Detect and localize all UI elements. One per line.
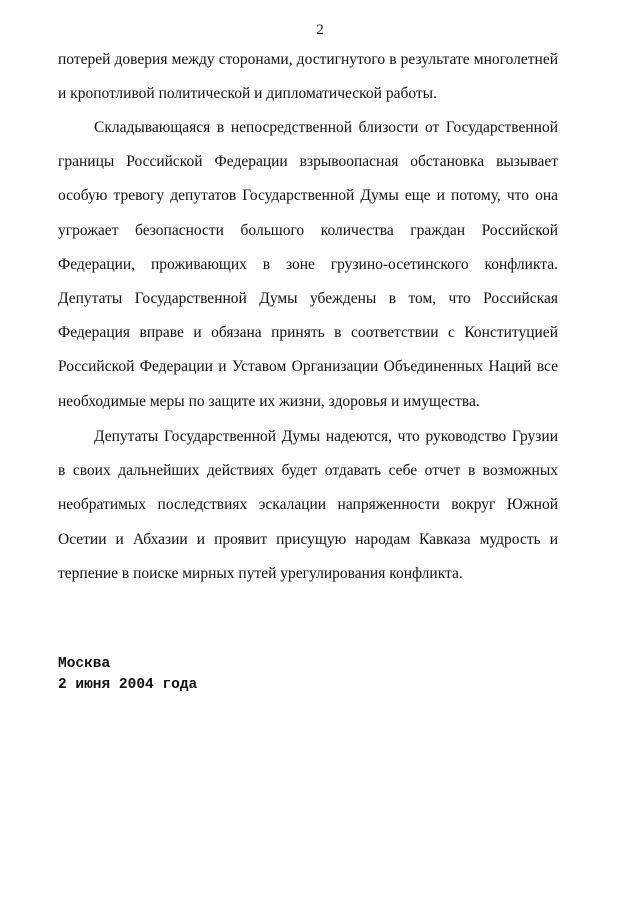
signature-city: Москва (58, 656, 111, 672)
page-number: 2 (316, 22, 324, 38)
paragraph-deputies-hope: Депутаты Государственной Думы надеются, что руководство Грузии в своих дальнейших действиях будет отдавать себе отчет в возможных необратимых последствиях эскалации напряженности вокруг Южной Осетии и Абхазии и проявит присущую народам Кавказа мудрость и терпение в поиске мирных путей урегулирования конфликта. (58, 428, 558, 582)
paragraph-tension-concern: Складывающаяся в непосредственной близости от Государственной границы Российской Федерации взрывоопасная обстановка вызывает особую тревогу депутатов Государственной Думы еще и потому, что она угрожает безопасности большого количества граждан Российской Федерации, проживающих в зоне грузино-осетинского конфликта. Депутаты Государственной Думы убеждены в том, что Российская Федерация вправе и обязана принять в соответствии с Конституцией Российской Федерации и Уставом Организации Объединенных Наций все необходимые меры по защите их жизни, здоровья и имущества. (58, 119, 558, 410)
paragraph-continuation: потерей доверия между сторонами, достигнутого в результате многолетней и кропотливой политической и дипломатической работы. (58, 51, 558, 103)
signature-date: 2 июня 2004 года (58, 677, 198, 693)
place-and-date-block (58, 654, 197, 696)
